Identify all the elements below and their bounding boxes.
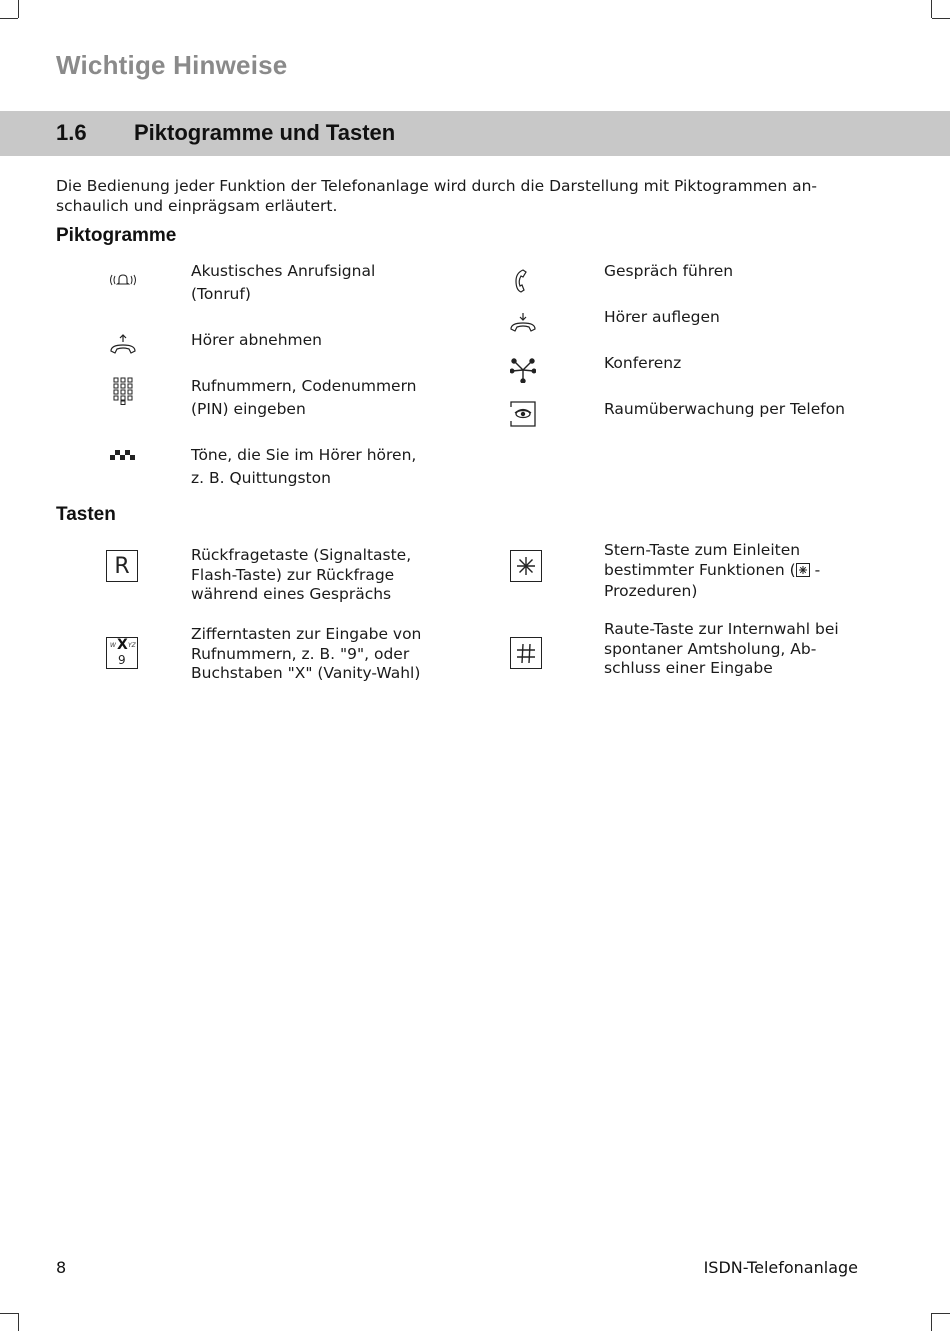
crop-mark: [18, 0, 19, 18]
conference-icon: [510, 357, 536, 383]
desc-rueckfragetaste: Rückfragetaste (Signaltaste, Flash-Taste) zur Rückfrage während eines Gesprächs: [191, 546, 412, 603]
desc-rufnummern: Rufnummern, Codenummern (PIN) eingeben: [191, 377, 417, 418]
page-number: 8: [56, 1258, 67, 1277]
piktogramme-heading: Piktogramme: [56, 225, 177, 246]
desc-hoerer-abnehmen: Hörer abnehmen: [191, 331, 322, 349]
handset-pickup-icon: [109, 334, 137, 356]
desc-zifferntasten: Zifferntasten zur Eingabe von Rufnummern, z. B. "9", oder Buchstaben "X" (Vanity-Wahl): [191, 625, 422, 682]
crop-mark: [932, 18, 950, 19]
section-number: 1.6: [56, 120, 87, 145]
r-key-label: R: [114, 553, 130, 579]
key-letter-x: X: [117, 637, 128, 653]
key-letter-yz: YZ: [128, 642, 136, 649]
crop-mark: [18, 1313, 19, 1331]
desc-stern-taste: Stern-Taste zum Einleiten bestimmter Funktionen ( - Prozeduren): [604, 541, 821, 600]
desc-tonruf: Akustisches Anrufsignal (Tonruf): [191, 262, 376, 303]
intro-paragraph: Die Bedienung jeder Funktion der Telefonanlage wird durch die Darstellung mit Piktogrammen an-schaulich und einprägsam erläutert.: [56, 177, 818, 215]
desc-hoerer-auflegen: Hörer auflegen: [604, 308, 720, 326]
page-header: Wichtige Hinweise: [56, 50, 288, 80]
desc-raute-taste: Raute-Taste zur Internwahl bei spontaner Amtsholung, Ab- schluss einer Eingabe: [604, 620, 839, 677]
crop-mark: [931, 0, 932, 18]
footer-product: ISDN-Telefonanlage: [703, 1258, 858, 1277]
desc-toene: Töne, die Sie im Hörer hören, z. B. Quittungston: [191, 446, 417, 487]
inline-star-icon: [796, 563, 810, 583]
key-digit: 9: [118, 653, 126, 667]
digit-key-icon: [106, 637, 138, 669]
tasten-heading: Tasten: [56, 504, 116, 525]
section-title: Piktogramme und Tasten: [134, 120, 396, 145]
key-letter-w: W: [110, 642, 116, 649]
r-key-icon: [106, 550, 138, 582]
desc-konferenz: Konferenz: [604, 354, 682, 372]
ringing-bell-icon: [107, 272, 139, 288]
hash-key-icon: [510, 637, 542, 669]
keypad-icon: [113, 377, 133, 405]
handset-talk-icon: [512, 268, 530, 294]
crop-mark: [932, 1313, 950, 1314]
crop-mark: [931, 1313, 932, 1331]
room-monitor-icon: [510, 401, 536, 427]
star-key-icon: [510, 550, 542, 582]
crop-mark: [0, 1313, 18, 1314]
desc-raumueberwachung: Raumüberwachung per Telefon: [604, 400, 846, 418]
tones-icon: [110, 450, 136, 464]
crop-mark: [0, 18, 18, 19]
desc-gespraech: Gespräch führen: [604, 262, 734, 280]
handset-hangup-icon: [509, 312, 537, 334]
